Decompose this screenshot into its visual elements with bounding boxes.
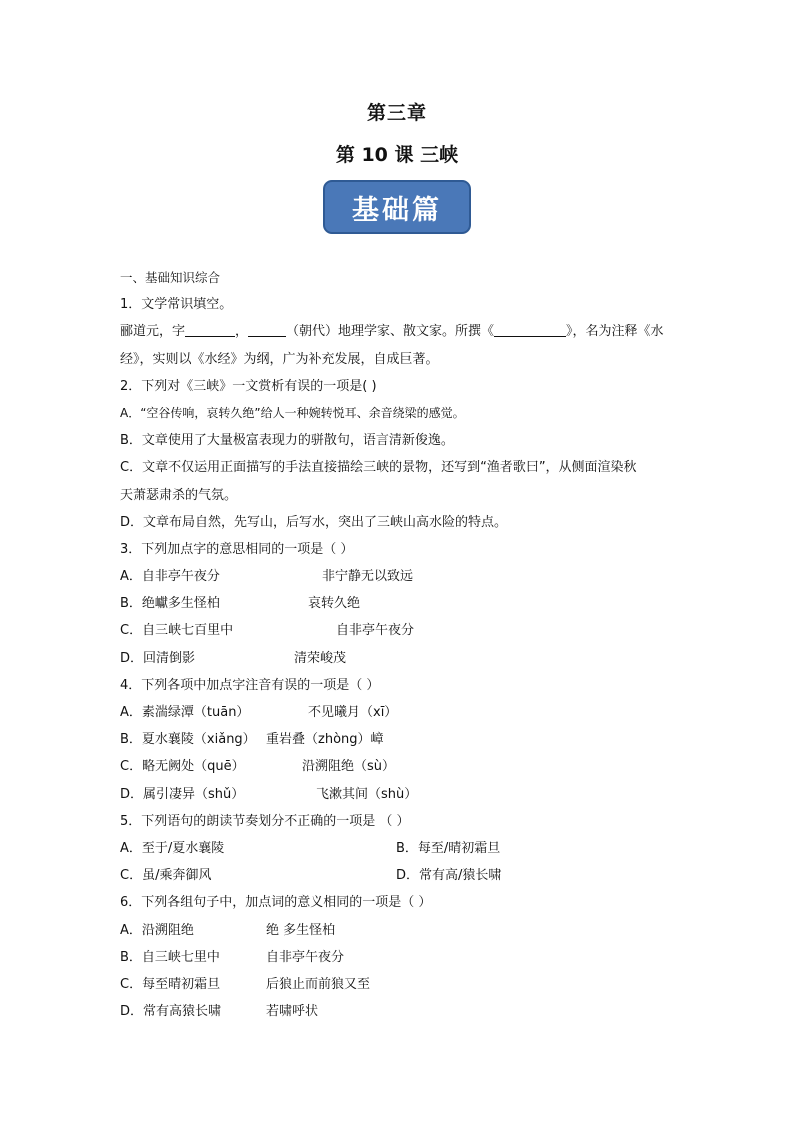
question-5-row-1 — [120, 835, 680, 862]
lesson-title: 第 10 课 三峡 — [335, 144, 459, 166]
q1-text-3: （朝代）地理学家、散文家。所撰《 — [286, 324, 495, 340]
q1-text-1: 郦道元，字 — [120, 324, 186, 340]
question-1-stem: 1．文学常识填空。 — [120, 297, 233, 313]
q6-d-left: D．常有高猿长啸 — [120, 1004, 222, 1020]
blank-field-book-title[interactable] — [494, 322, 566, 337]
question-content — [120, 264, 680, 1025]
question-6-stem: 6．下列各组句子中，加点词的意义相同的一项是（ ） — [120, 895, 432, 911]
question-6-option-d — [120, 998, 680, 1025]
q3-d-left: D．回清倒影 — [120, 650, 196, 666]
question-2-option-c-line-2: 天萧瑟肃杀的气氛。 — [120, 487, 238, 503]
question-3-option-a — [120, 563, 680, 590]
question-1-line-2: 经》，实则以《水经》为纲，广为补充发展，自成巨著。 — [120, 351, 439, 367]
question-4-option-b — [120, 726, 680, 753]
q4-b-left: B．夏水襄陵（xiǎng） — [120, 732, 256, 748]
question-3-option-b — [120, 590, 680, 617]
q3-d-right: 清荣峻茂 — [294, 650, 347, 666]
q6-a-left: A．沿溯阻绝 — [120, 922, 194, 938]
q6-c-left: C．每至晴初霜旦 — [120, 976, 221, 992]
q3-c-right: 自非亭午夜分 — [336, 623, 415, 639]
q1-text-4: 》，名为注释《水 — [566, 324, 664, 340]
q6-b-right: 自非亭午夜分 — [266, 949, 345, 965]
question-4-option-a — [120, 699, 680, 726]
q5-option-c: C．虽/乘奔御风 — [120, 868, 212, 884]
question-3-stem: 3．下列加点字的意思相同的一项是（ ） — [120, 541, 354, 557]
question-4-option-c — [120, 753, 680, 780]
q5-option-d: D．常有高/猿长啸 — [396, 868, 502, 884]
q4-d-right: 飞漱其间（shù） — [316, 786, 418, 802]
q6-a-right: 绝 多生怪柏 — [266, 922, 336, 938]
q3-b-left: B．绝巘多生怪柏 — [120, 596, 220, 612]
q5-option-b: B．每至/晴初霜旦 — [396, 840, 501, 856]
question-5-stem: 5．下列语句的朗读节奏划分不正确的一项是 （ ） — [120, 813, 410, 829]
q4-c-left: C．略无阙处（quē） — [120, 759, 245, 775]
question-2-option-c-line-1: C．文章不仅运用正面描写的手法直接描绘三峡的景物，还写到“渔者歌曰”，从侧面渲染秋 — [120, 460, 637, 476]
blank-field-courtesy-name[interactable] — [185, 322, 235, 337]
question-5-row-2 — [120, 862, 680, 889]
question-6-option-a — [120, 917, 680, 944]
q5-option-a: A．至于/夏水襄陵 — [120, 840, 225, 856]
question-1-line-1 — [120, 318, 680, 345]
question-2-stem: 2．下列对《三峡》一文赏析有误的一项是( ) — [120, 378, 377, 394]
q6-b-left: B．自三峡七里中 — [120, 949, 220, 965]
level-badge: 基础篇 — [323, 180, 471, 234]
question-6-option-b — [120, 944, 680, 971]
q6-d-right: 若啸呼状 — [266, 1004, 319, 1020]
q4-d-left: D．属引凄异（shǔ） — [120, 786, 245, 802]
question-3-option-d — [120, 645, 680, 672]
q1-text-2: ， — [235, 324, 249, 340]
question-2-option-b: B．文章使用了大量极富表现力的骈散句，语言清新俊逸。 — [120, 433, 454, 449]
question-4-stem: 4．下列各项中加点字注音有误的一项是（ ） — [120, 677, 380, 693]
q4-a-right: 不见曦月（xī） — [308, 705, 398, 720]
question-2-option-d: D．文章布局自然，先写山，后写水，突出了三峡山高水险的特点。 — [120, 514, 508, 530]
q6-c-right: 后狼止而前狼又至 — [266, 976, 371, 992]
q4-a-left: A．素湍绿潭（tuān） — [120, 705, 250, 720]
q4-c-right: 沿溯阻绝（sù） — [302, 759, 396, 775]
chapter-title: 第三章 — [366, 102, 427, 124]
question-3-option-c — [120, 617, 680, 644]
section-heading: 一、基础知识综合 — [120, 270, 221, 285]
question-4-option-d — [120, 781, 680, 808]
q3-a-right: 非宁静无以致远 — [322, 569, 414, 585]
blank-field-dynasty[interactable] — [248, 322, 286, 337]
q3-b-right: 哀转久绝 — [308, 596, 361, 612]
q3-c-left: C．自三峡七百里中 — [120, 623, 234, 639]
question-2-option-a: A．“空谷传响，哀转久绝”给人一种婉转悦耳、余音绕梁的感觉。 — [120, 405, 465, 420]
q4-b-right: 重岩叠（zhòng）嶂 — [266, 732, 384, 748]
question-6-option-c — [120, 971, 680, 998]
q3-a-left: A．自非亭午夜分 — [120, 569, 220, 585]
